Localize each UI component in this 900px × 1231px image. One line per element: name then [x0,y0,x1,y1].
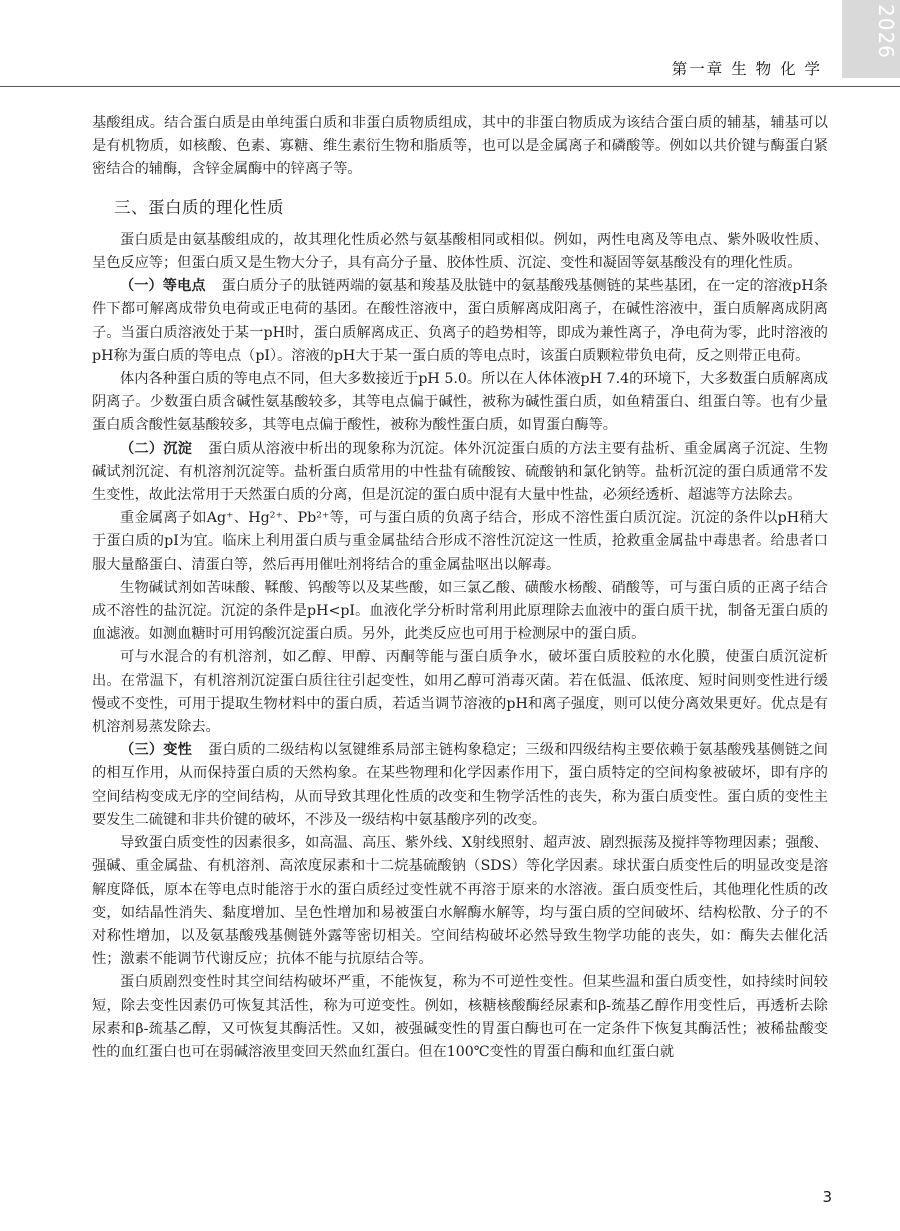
paragraph: 基酸组成。结合蛋白质是由单纯蛋白质和非蛋白质物质组成，其中的非蛋白物质成为该结合蛋白质的辅基，辅基可以是有机物质，如核酸、色素、寡糖、维生素衍生物和脂质等，也可以是金属离子和磷酸等。例如以共价键与酶蛋白紧密结合的辅酶，含锌金属酶中的锌离子等。 [92,115,828,178]
paragraph: 蛋白质剧烈变性时其空间结构破坏严重，不能恢复，称为不可逆性变性。但某些温和蛋白质变性，如持续时间较短，除去变性因素仍可恢复其活性，称为可逆变性。例如，核糖核酸酶经尿素和β-巯基乙醇作用变性后，再透析去除尿素和β-巯基乙醇，又可恢复其酶活性。又如，被强碱变性的胃蛋白酶也可在一定条件下恢复其酶活性；被稀盐酸变性的血红蛋白也可在弱碱溶液里变回天然血红蛋白。但在100℃变性的胃蛋白酶和血红蛋白就 [92,974,828,1060]
paragraph-text: 蛋白质分子的肽链两端的氨基和羧基及肽链中的氨基酸残基侧链的某些基团，在一定的溶液pH条件下都可解离成带负电荷或正电荷的基团。在酸性溶液中，蛋白质解离成阳离子，在碱性溶液中，蛋白质解离成阴离子。当蛋白质溶液处于某一pH时，蛋白质解离成正、负离子的趋势相等，即成为兼性离子，净电荷为零，此时溶液的pH称为蛋白质的等电点（pI）。溶液的pH大于某一蛋白质的等电点时，该蛋白质颗粒带负电荷，反之则带正电荷。 [92,278,828,364]
paragraph: 蛋白质是由氨基酸组成的，故其理化性质必然与氨基酸相同或相似。例如，两性电离及等电点、紫外吸收性质、呈色反应等；但蛋白质又是生物大分子，具有高分子量、胶体性质、沉淀、变性和凝固等氨基酸没有的理化性质。 [92,231,828,272]
paragraph: 生物碱试剂如苦味酸、鞣酸、钨酸等以及某些酸，如三氯乙酸、磺酸水杨酸、硝酸等，可与蛋白质的正离子结合成不溶性的盐沉淀。沉淀的条件是pH<pI。血液化学分析时常利用此原理除去血液中的蛋白质干扰，制备无蛋白质的血滤液。如测血糖时可用钨酸沉淀蛋白质。另外，此类反应也可用于检测尿中的蛋白质。 [92,579,828,643]
chapter-header-title: 第一章 生 物 化 学 [671,60,822,78]
subsection-paragraph-precipitation [92,438,828,508]
paragraph: 导致蛋白质变性的因素很多，如高温、高压、紫外线、X射线照射、超声波、剧烈振荡及搅拌等物理因素；强酸、强碱、重金属盐、有机溶剂、高浓度尿素和十二烷基硫酸钠（SDS）等化学因素。球状蛋白质变性后的明显改变是溶解度降低，原本在等电点时能溶于水的蛋白质经过变性就不再溶于原来的水溶液。蛋白质变性后，其他理化性质的改变，如结晶性消失、黏度增加、呈色性增加和易被蛋白水解酶水解等，均与蛋白质的空间破坏、结构松散、分子的不对称性增加，以及氨基酸残基侧链外露等密切相关。空间结构破坏必然导致生物学功能的丧失，如：酶失去催化活性；激素不能调节代谢反应；抗体不能与抗原结合等。 [92,835,828,968]
subsection-paragraph-isoelectric [92,275,828,368]
paragraph: 重金属离子如Ag⁺、Hg²⁺、Pb²⁺等，可与蛋白质的负离子结合，形成不溶性蛋白质沉淀。沉淀的条件以pH稍大于蛋白质的pI为宜。临床上利用蛋白质与重金属盐结合形成不溶性沉淀这一性质，抢救重金属盐中毒患者。给患者口服大量酪蛋白、清蛋白等，然后再用催吐剂将结合的重金属盐呕出以解毒。 [92,510,828,573]
chapter-tab [842,0,900,78]
subsection-label: （一）等电点 [120,278,206,295]
header-divider [0,86,900,87]
paragraph: 可与水混合的有机溶剂，如乙醇、甲醇、丙酮等能与蛋白质争水，破坏蛋白质胶粒的水化膜，使蛋白质沉淀析出。在常温下，有机溶剂沉淀蛋白质往往引起变性，如用乙醇可消毒灭菌。若在低温、低浓度、短时间则变性进行缓慢或不变性，可用于提取生物材料中的蛋白质，若适当调节溶液的pH和离子强度，则可以使分离效果更好。优点是有机溶剂易蒸发除去。 [92,649,828,736]
page-body [92,112,828,1064]
subsection-label: （三）变性 [120,742,193,759]
paragraph-text: 蛋白质的二级结构以氢键维系局部主链构象稳定；三级和四级结构主要依赖于氨基酸残基侧链之间的相互作用，从而保持蛋白质的天然构象。在某些物理和化学因素作用下，蛋白质特定的空间构象被破坏，即有序的空间结构变成无序的空间结构，从而导致其理化性质的改变和生物学活性的丧失，称为蛋白质变性。蛋白质的变性主要发生二硫键和非共价键的破坏，不涉及一级结构中氨基酸序列的改变。 [92,742,828,828]
paragraph-text: 蛋白质从溶液中析出的现象称为沉淀。体外沉淀蛋白质的方法主要有盐析、重金属离子沉淀、生物碱试剂沉淀、有机溶剂沉淀等。盐析蛋白质常用的中性盐有硫酸铵、硫酸钠和氯化钠等。盐析沉淀的蛋白质通常不发生变性，故此法常用于天然蛋白质的分离，但是沉淀的蛋白质中混有大量中性盐，必须经透析、超滤等方法除去。 [92,440,828,504]
subsection-paragraph-denaturation [92,739,828,832]
subsection-label: （二）沉淀 [120,440,193,457]
section-heading: 三、蛋白质的理化性质 [114,197,284,217]
year-tab-text: 2026 [874,4,898,59]
paragraph: 体内各种蛋白质的等电点不同，但大多数接近于pH 5.0。所以在人体体液pH 7.4的环境下，大多数蛋白质解离成阴离子。少数蛋白质含碱性氨基酸较多，其等电点偏于碱性，被称为碱性蛋白质，如鱼精蛋白、组蛋白等。也有少量蛋白质含酸性氨基酸较多，其等电点偏于酸性，被称为酸性蛋白质，如胃蛋白酶等。 [92,371,828,434]
page-number: 3 [822,1188,832,1206]
